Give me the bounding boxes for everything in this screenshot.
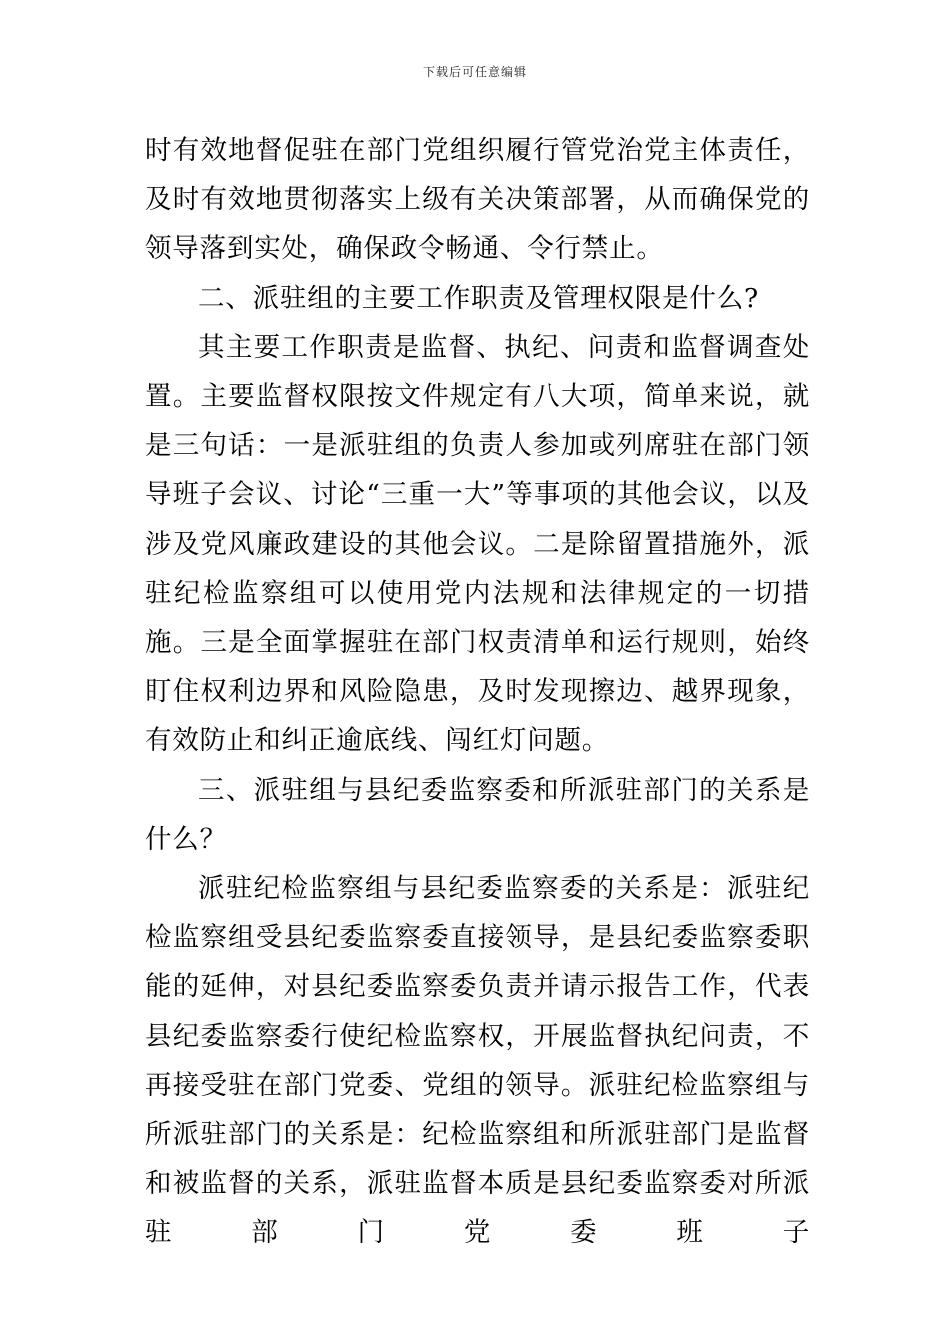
paragraph-relations: 派驻纪检监察组与县纪委监察委的关系是：派驻纪检监察组受县纪委监察委直接领导，是县纪委监察委职能的延伸，对县纪委监察委负责并请示报告工作，代表县纪委监察委行使纪检监察权，开展监督执纪问责，不再接受驻在部门党委、党组的领导。派驻纪检监察组与所派驻部门的关系是：纪检监察组和所派驻部门是监督和被监督的关系，派驻监督本质是县纪委监察委对所派驻部门党委班子 <box>145 873 810 1249</box>
document-body <box>145 126 810 1258</box>
paragraph-duties: 其主要工作职责是监督、执纪、问责和监督调查处置。主要监督权限按文件规定有八大项，简单来说，就是三句话：一是派驻组的负责人参加或列席驻在部门领导班子会议、讨论“三重一大”等事项的其他会议，以及涉及党风廉政建设的其他会议。二是除留置措施外，派驻纪检监察组可以使用党内法规和法律规定的一切措施。三是全面掌握驻在部门权责清单和运行规则，始终盯住权利边界和风险隐患，及时发现擦边、越界现象，有效防止和纠正逾底线、闯红灯问题。 <box>145 331 810 757</box>
section-heading-3: 三、派驻组与县纪委监察委和所派驻部门的关系是什么？ <box>145 774 810 855</box>
page-header-note: 下载后可任意编辑 <box>422 65 527 79</box>
section-heading-2: 二、派驻组的主要工作职责及管理权限是什么? <box>198 282 760 314</box>
paragraph-continued: 时有效地督促驻在部门党组织履行管党治党主体责任，及时有效地贯彻落实上级有关决策部署，从而确保党的领导落到实处，确保政令畅通、令行禁止。 <box>145 135 810 265</box>
